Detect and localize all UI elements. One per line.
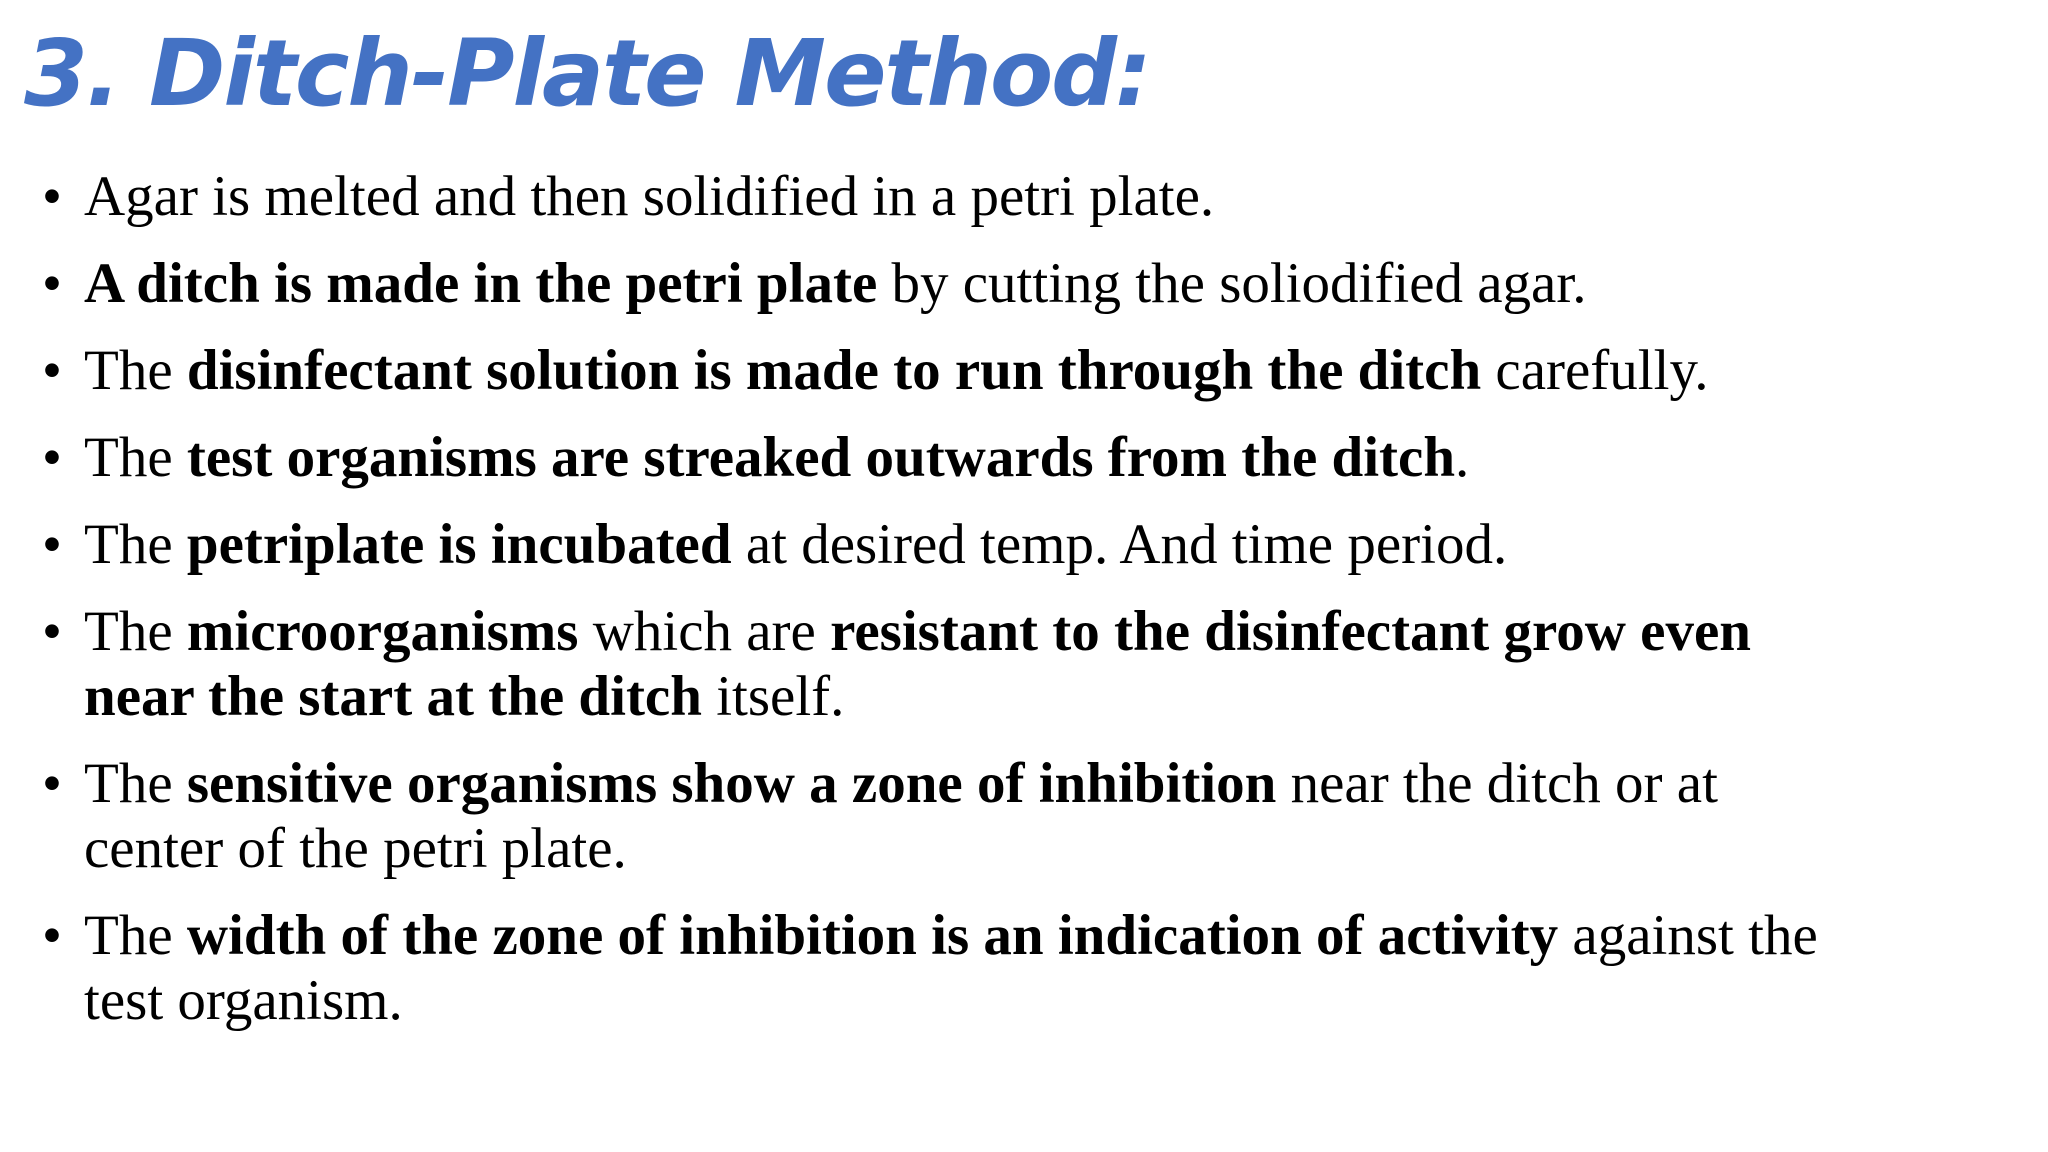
bullet-text: The <box>84 426 187 489</box>
slide-title: 3. Ditch-Plate Method: <box>24 20 1150 127</box>
bullet-item <box>24 251 1844 316</box>
bullet-text-bold: test organisms are streaked outwards from the ditch <box>186 426 1456 489</box>
bullet-text: . <box>1455 426 1470 489</box>
bullet-item <box>24 599 1844 729</box>
bullet-marker: • <box>42 426 62 489</box>
bullet-item <box>24 751 1844 881</box>
bullet-marker: • <box>42 600 62 663</box>
bullet-list <box>24 164 1844 1033</box>
bullet-text: The <box>84 339 187 402</box>
bullet-text: The <box>84 600 187 663</box>
bullet-text: itself. <box>701 665 845 728</box>
bullet-text: which are <box>578 600 831 663</box>
bullet-text: near the ditch or at center of the petri plate. <box>84 752 1718 880</box>
bullet-item <box>24 903 1844 1033</box>
bullet-text-bold: width of the zone of inhibition is an indication of activity <box>186 904 1559 967</box>
bullet-marker: • <box>42 513 62 576</box>
bullet-text: The <box>84 513 187 576</box>
bullet-item <box>24 512 1844 577</box>
bullet-text: carefully. <box>1481 339 1709 402</box>
bullet-item <box>24 425 1844 490</box>
bullet-text-bold: disinfectant solution is made to run through the ditch <box>186 339 1482 402</box>
bullet-text-bold: microorganisms <box>186 600 579 663</box>
bullet-text: The <box>84 752 187 815</box>
bullet-marker: • <box>42 252 62 315</box>
bullet-text: The <box>84 904 187 967</box>
bullet-text: by cutting the soliodified agar. <box>877 252 1587 315</box>
bullet-text-bold: A ditch is made in the petri plate <box>84 252 878 315</box>
bullet-text-bold: petriplate is incubated <box>186 513 732 576</box>
bullet-text-bold: resistant to the disinfectant grow even near the start at the ditch <box>84 600 1751 728</box>
bullet-marker: • <box>42 904 62 967</box>
bullet-text-bold: sensitive organisms show a zone of inhibition <box>186 752 1277 815</box>
bullet-item <box>24 164 1844 229</box>
bullet-item <box>24 338 1844 403</box>
bullet-marker: • <box>42 339 62 402</box>
bullet-text: against the test organism. <box>84 904 1818 1032</box>
bullet-marker: • <box>42 165 62 228</box>
bullet-text: at desired temp. And time period. <box>731 513 1508 576</box>
bullet-text: Agar is melted and then solidified in a petri plate. <box>84 165 1215 228</box>
bullet-marker: • <box>42 752 62 815</box>
